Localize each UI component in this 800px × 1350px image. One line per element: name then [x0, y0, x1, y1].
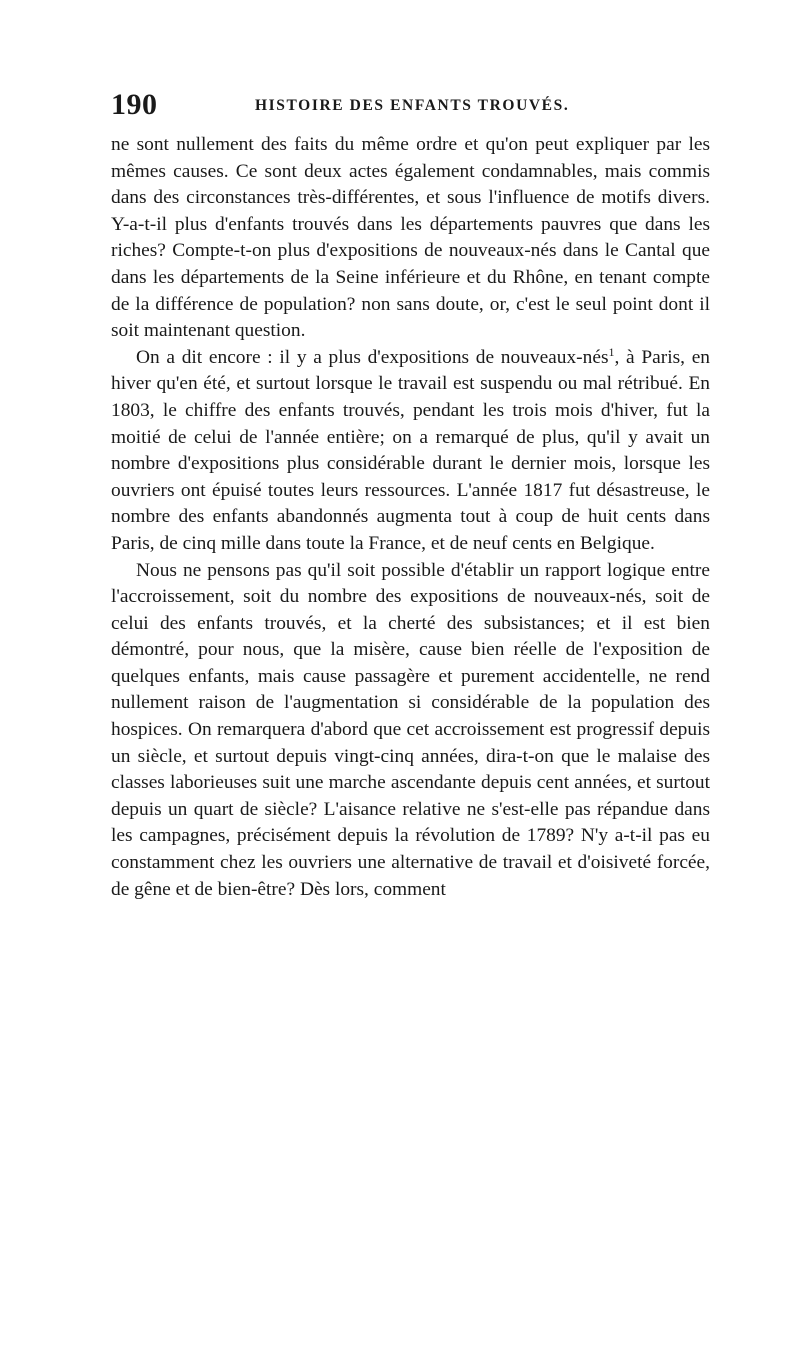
- paragraph-text: On a dit encore : il y a plus d'expositions de nouveaux-nés: [136, 346, 609, 368]
- paragraph: Nous ne pensons pas qu'il soit possible d'établir un rapport logique entre l'accroissement, soit du nombre des expositions de nouveaux-nés, soit de celui des enfants trouvés, et la cherté des subsistances; et il est bien démontré, pour nous, que la misère, cause bien réelle de l'exposition de quelques enfants, mais cause passagère et purement accidentelle, ne rend nullement raison de l'augmentation si considérable de la population des hospices. On remarquera d'abord que cet accroissement est progressif depuis un siècle, et surtout depuis vingt-cinq années, dira-t-on que le malaise des classes laborieuses suit une marche ascendante depuis cent années, et surtout depuis un quart de siècle? L'aisance relative ne s'est-elle pas répandue dans les campagnes, précisément depuis la révolution de 1789? N'y a-t-il pas eu constamment chez les ouvriers une alternative de travail et d'oisiveté forcée, de gêne et de bien-être? Dès lors, comment: [111, 559, 710, 900]
- paragraph: ne sont nullement des faits du même ordre et qu'on peut expliquer par les mêmes causes. Ce sont deux actes également condamnables, mais commis dans des circonstances très-différentes, et sous l'influence de motifs divers. Y-a-t-il plus d'enfants trouvés dans les départements pauvres que dans les riches? Compte-t-on plus d'expositions de nouveaux-nés dans le Cantal que dans les départements de la Seine inférieure et du Rhône, en tenant compte de la différence de population? non sans doute, or, c'est le seul point dont il soit maintenant question.: [111, 134, 710, 342]
- body-text: [111, 132, 710, 903]
- running-title: HISTOIRE DES ENFANTS TROUVÉS.: [255, 97, 570, 114]
- paragraph: [111, 345, 710, 558]
- page-number: 190: [111, 88, 158, 121]
- footnote-reference: 1: [608, 344, 615, 359]
- running-header: [111, 88, 711, 122]
- paragraph-text: , à Paris, en hiver qu'en été, et surtout lorsque le travail est suspendu ou mal rétribué. En 1803, le chiffre des enfants trouvés, pendant les trois mois d'hiver, fut la moitié de celui de l'année entière; on a remarqué de plus, qu'il y avait un nombre d'expositions plus considérable durant le dernier mois, lorsque les ouvriers ont épuisé toutes leurs ressources. L'année 1817 fut désastreuse, le nombre des enfants abandonnés augmenta tout à coup de huit cents dans Paris, de cinq mille dans toute la France, et de neuf cents en Belgique.: [111, 346, 710, 554]
